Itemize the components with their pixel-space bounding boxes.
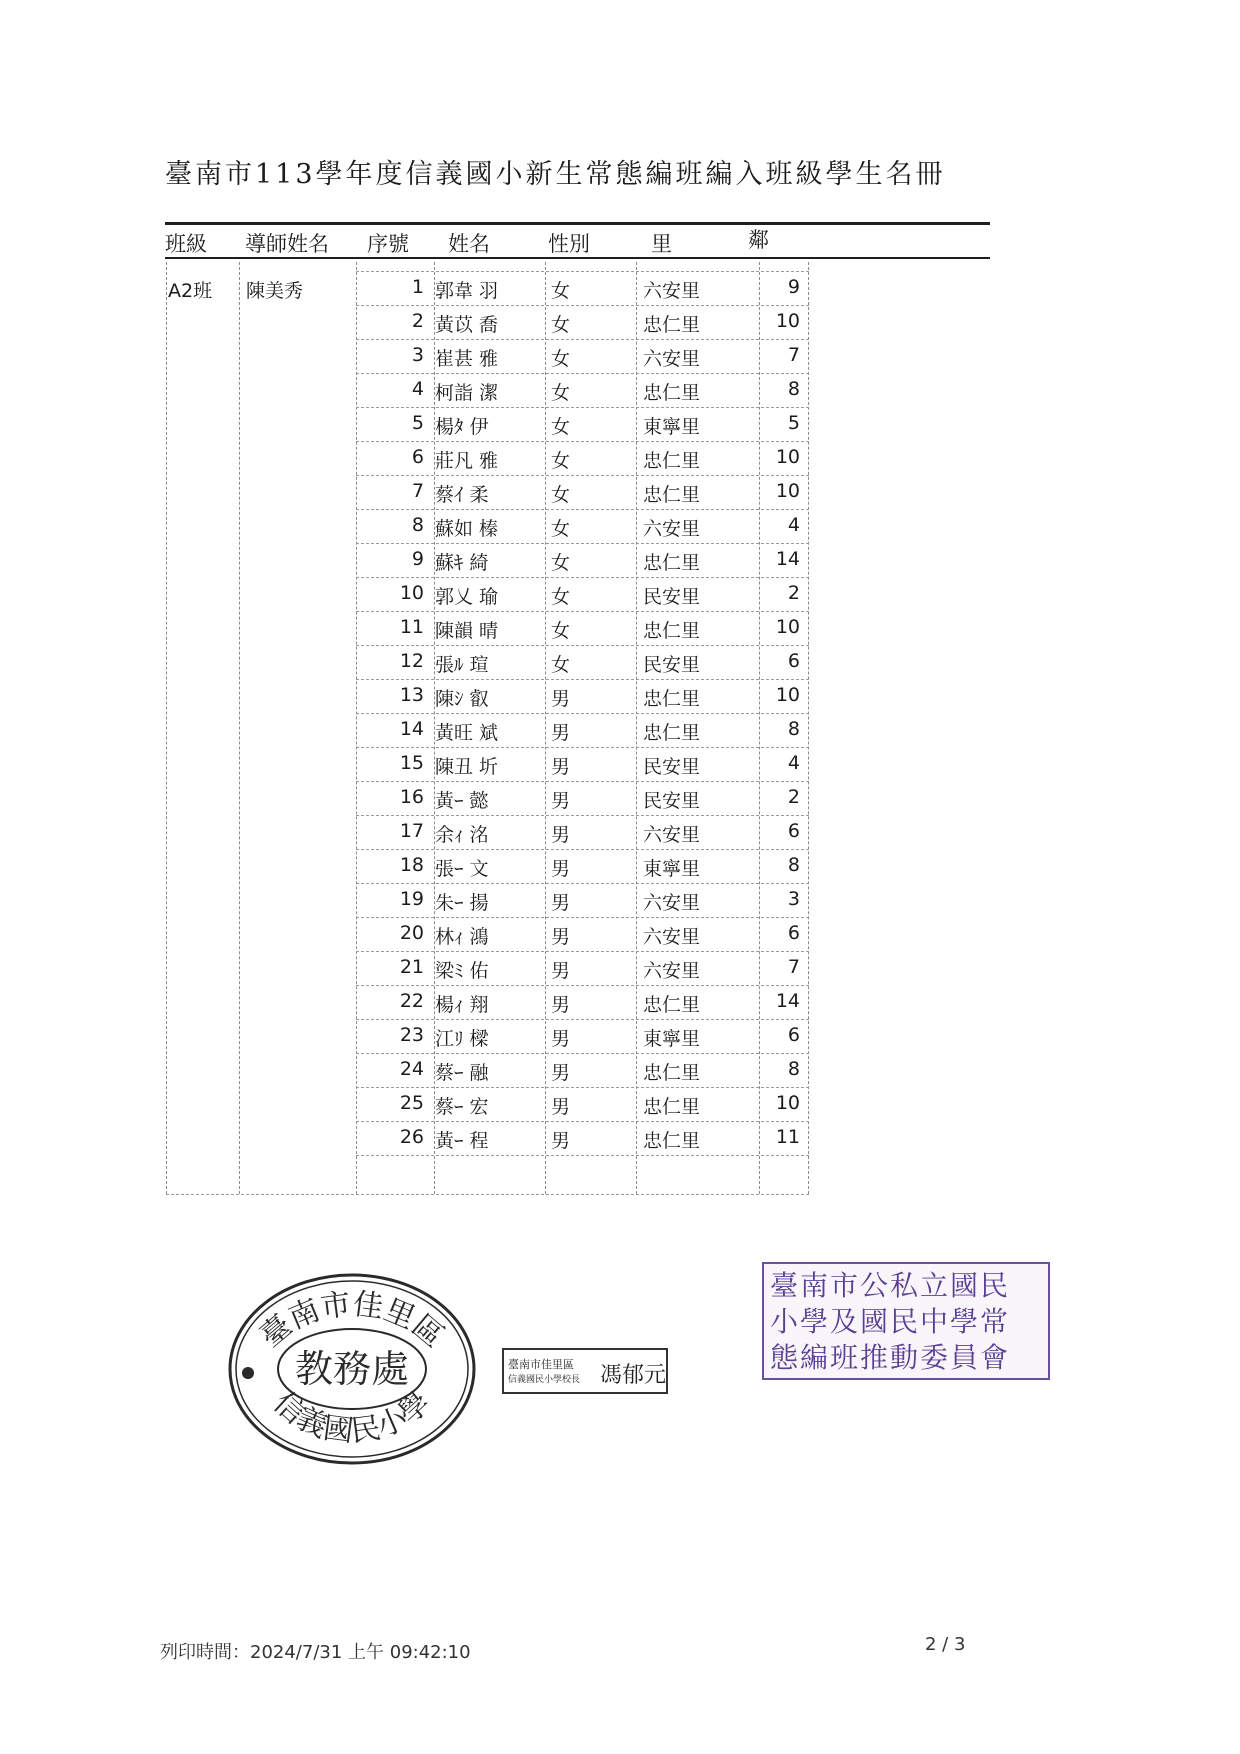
grid-line-after-gender <box>636 262 637 1194</box>
row-gender: 男 <box>551 1028 571 1050</box>
row-neighborhood: 3 <box>787 888 800 910</box>
row-seq: 12 <box>399 650 424 672</box>
row-student-name: 黃旺 斌 <box>435 722 499 744</box>
row-neighborhood: 10 <box>775 684 800 706</box>
row-village: 忠仁里 <box>643 552 701 574</box>
row-seq: 14 <box>399 718 424 740</box>
round-stamp-center-text: 教務處 <box>294 1347 410 1391</box>
row-seq: 20 <box>399 922 424 944</box>
row-seq: 19 <box>399 888 424 910</box>
row-village: 民安里 <box>643 756 701 778</box>
header-village: 里 <box>651 232 672 256</box>
row-neighborhood: 7 <box>787 344 800 366</box>
row-divider <box>356 713 809 714</box>
grid-left-border <box>166 262 167 1194</box>
row-divider <box>356 1053 809 1054</box>
row-seq: 9 <box>411 548 424 570</box>
round-stamp-top-text: 臺南市佳里區 <box>253 1286 451 1355</box>
row-seq: 5 <box>411 412 424 434</box>
row-student-name: 江ﾘ 樑 <box>435 1028 489 1050</box>
row-student-name: 黃ｰ 懿 <box>435 790 489 812</box>
row-student-name: 柯詣 潔 <box>435 382 499 404</box>
row-neighborhood: 6 <box>787 650 800 672</box>
row-village: 忠仁里 <box>643 1062 701 1084</box>
row-divider <box>356 985 809 986</box>
row-village: 六安里 <box>643 280 701 302</box>
row-seq: 24 <box>399 1058 424 1080</box>
teacher-cell: 陳美秀 <box>246 280 304 302</box>
row-neighborhood: 2 <box>787 582 800 604</box>
row-village: 忠仁里 <box>643 688 701 710</box>
row-gender: 女 <box>551 416 571 438</box>
row-seq: 11 <box>399 616 424 638</box>
row-village: 忠仁里 <box>643 722 701 744</box>
row-neighborhood: 6 <box>787 820 800 842</box>
grid-right-border <box>808 262 809 1194</box>
row-student-name: 黃苡 喬 <box>435 314 499 336</box>
row-student-name: 陳ｼ 叡 <box>435 688 489 710</box>
row-gender: 男 <box>551 824 571 846</box>
row-gender: 女 <box>551 586 571 608</box>
row-neighborhood: 5 <box>787 412 800 434</box>
row-neighborhood: 8 <box>787 854 800 876</box>
row-divider <box>356 951 809 952</box>
row-neighborhood: 9 <box>787 276 800 298</box>
row-village: 忠仁里 <box>643 1130 701 1152</box>
row-divider <box>356 373 809 374</box>
header-gender: 性別 <box>548 232 590 256</box>
header-class: 班級 <box>165 232 207 256</box>
row-village: 民安里 <box>643 790 701 812</box>
row-village: 六安里 <box>643 824 701 846</box>
row-neighborhood: 10 <box>775 480 800 502</box>
row-neighborhood: 8 <box>787 718 800 740</box>
row-gender: 男 <box>551 960 571 982</box>
row-gender: 男 <box>551 722 571 744</box>
row-divider <box>356 679 809 680</box>
row-student-name: 蔡ｰ 宏 <box>435 1096 489 1118</box>
header-seq: 序號 <box>367 232 409 256</box>
row-neighborhood: 8 <box>787 1058 800 1080</box>
row-neighborhood: 8 <box>787 378 800 400</box>
plum-blossom-emblem-icon <box>242 1367 254 1379</box>
row-gender: 女 <box>551 552 571 574</box>
row-gender: 男 <box>551 1062 571 1084</box>
page-title: 臺南市113學年度信義國小新生常態編班編入班級學生名冊 <box>165 159 946 190</box>
row-neighborhood: 14 <box>775 990 800 1012</box>
row-seq: 21 <box>399 956 424 978</box>
row-divider <box>356 441 809 442</box>
row-divider <box>356 917 809 918</box>
row-student-name: 蘇如 榛 <box>435 518 499 540</box>
row-student-name: 張ﾙ 瑄 <box>435 654 489 676</box>
row-divider <box>356 645 809 646</box>
row-village: 民安里 <box>643 586 701 608</box>
row-divider <box>356 407 809 408</box>
row-divider <box>356 339 809 340</box>
row-student-name: 陳韻 晴 <box>435 620 499 642</box>
row-village: 忠仁里 <box>643 484 701 506</box>
class-cell: A2班 <box>168 280 213 302</box>
row-neighborhood: 14 <box>775 548 800 570</box>
row-divider <box>356 475 809 476</box>
row-village: 六安里 <box>643 960 701 982</box>
row-gender: 男 <box>551 926 571 948</box>
grid-line-after-name <box>545 262 546 1194</box>
row-village: 東寧里 <box>643 416 701 438</box>
row-divider <box>356 577 809 578</box>
row-gender: 女 <box>551 620 571 642</box>
row-village: 民安里 <box>643 654 701 676</box>
row-divider <box>356 849 809 850</box>
row-neighborhood: 10 <box>775 446 800 468</box>
row-student-name: 黃ｰ 程 <box>435 1130 489 1152</box>
row-student-name: 張ｰ 文 <box>435 858 489 880</box>
row-neighborhood: 4 <box>787 514 800 536</box>
row-seq: 4 <box>411 378 424 400</box>
row-village: 忠仁里 <box>643 1096 701 1118</box>
committee-stamp-line3: 態編班推動委員會 <box>770 1341 1011 1374</box>
row-seq: 2 <box>411 310 424 332</box>
row-gender: 女 <box>551 484 571 506</box>
row-divider <box>356 1087 809 1088</box>
row-seq: 1 <box>411 276 424 298</box>
row-divider <box>356 1121 809 1122</box>
row-divider <box>356 543 809 544</box>
row-village: 忠仁里 <box>643 994 701 1016</box>
row-neighborhood: 10 <box>775 1092 800 1114</box>
row-student-name: 蔡ｲ 柔 <box>435 484 489 506</box>
row-neighborhood: 10 <box>775 310 800 332</box>
row-gender: 女 <box>551 654 571 676</box>
header-neighborhood: 鄰 <box>748 228 769 252</box>
row-village: 六安里 <box>643 518 701 540</box>
row-neighborhood: 6 <box>787 1024 800 1046</box>
row-gender: 男 <box>551 994 571 1016</box>
row-gender: 男 <box>551 790 571 812</box>
row-seq: 3 <box>411 344 424 366</box>
row-seq: 7 <box>411 480 424 502</box>
row-gender: 女 <box>551 450 571 472</box>
row-divider <box>356 747 809 748</box>
row-village: 六安里 <box>643 348 701 370</box>
row-village: 忠仁里 <box>643 314 701 336</box>
row-divider <box>356 1019 809 1020</box>
row-gender: 男 <box>551 892 571 914</box>
row-village: 六安里 <box>643 926 701 948</box>
row-divider <box>356 1155 809 1156</box>
row-student-name: 楊ﾀ 伊 <box>435 416 489 438</box>
grid-line-after-class <box>239 262 240 1194</box>
principal-stamp-name: 馮郁元 <box>600 1363 667 1388</box>
row-village: 東寧里 <box>643 1028 701 1050</box>
grid-bottom-border <box>166 1194 809 1195</box>
header-top-rule <box>165 222 990 225</box>
row-seq: 15 <box>399 752 424 774</box>
principal-stamp <box>502 1348 668 1394</box>
row-gender: 女 <box>551 348 571 370</box>
row-gender: 女 <box>551 280 571 302</box>
row-seq: 26 <box>399 1126 424 1148</box>
row-neighborhood: 10 <box>775 616 800 638</box>
row-student-name: 林ｨ 鴻 <box>435 926 489 948</box>
row-seq: 6 <box>411 446 424 468</box>
committee-stamp <box>762 1262 1050 1380</box>
row-gender: 男 <box>551 1096 571 1118</box>
row-seq: 13 <box>399 684 424 706</box>
row-student-name: 陳丑 圻 <box>435 756 499 778</box>
row-gender: 男 <box>551 858 571 880</box>
row-neighborhood: 7 <box>787 956 800 978</box>
row-village: 東寧里 <box>643 858 701 880</box>
committee-stamp-line2: 小學及國民中學常 <box>770 1305 1011 1338</box>
row-village: 忠仁里 <box>643 620 701 642</box>
row-seq: 16 <box>399 786 424 808</box>
academic-affairs-round-stamp <box>226 1270 478 1468</box>
row-gender: 女 <box>551 518 571 540</box>
row-gender: 男 <box>551 1130 571 1152</box>
header-teacher: 導師姓名 <box>245 232 329 256</box>
row-student-name: 郭韋 羽 <box>435 280 499 302</box>
page-number: 2 / 3 <box>925 1634 966 1655</box>
row-neighborhood: 6 <box>787 922 800 944</box>
row-student-name: 蔡ｰ 融 <box>435 1062 489 1084</box>
row-divider <box>356 883 809 884</box>
row-neighborhood: 2 <box>787 786 800 808</box>
header-name: 姓名 <box>448 232 490 256</box>
row-divider <box>356 781 809 782</box>
row-village: 忠仁里 <box>643 382 701 404</box>
row-student-name: 蘇ｷ 綺 <box>435 552 489 574</box>
row-gender: 女 <box>551 314 571 336</box>
row-seq: 10 <box>399 582 424 604</box>
row-seq: 8 <box>411 514 424 536</box>
row-student-name: 莊凡 雅 <box>435 450 499 472</box>
row-seq: 17 <box>399 820 424 842</box>
row-seq: 25 <box>399 1092 424 1114</box>
row-student-name: 梁ﾐ 佑 <box>435 960 489 982</box>
row-student-name: 朱ｰ 揚 <box>435 892 489 914</box>
row-neighborhood: 4 <box>787 752 800 774</box>
committee-stamp-line1: 臺南市公私立國民 <box>770 1269 1011 1302</box>
row-neighborhood: 11 <box>775 1126 800 1148</box>
principal-stamp-line1: 臺南市佳里區 <box>508 1358 574 1371</box>
row-gender: 男 <box>551 756 571 778</box>
row-seq: 18 <box>399 854 424 876</box>
row-student-name: 楊ｨ 翔 <box>435 994 489 1016</box>
row-divider <box>356 815 809 816</box>
row-student-name: 崔甚 雅 <box>435 348 499 370</box>
row-divider <box>356 509 809 510</box>
row-divider <box>356 271 809 272</box>
row-divider <box>356 611 809 612</box>
print-time: 列印時間：2024/7/31 上午 09:42:10 <box>160 1642 471 1663</box>
row-gender: 女 <box>551 382 571 404</box>
row-student-name: 郭乂 瑜 <box>435 586 499 608</box>
row-divider <box>356 305 809 306</box>
principal-stamp-line2: 信義國民小學校長 <box>508 1375 581 1385</box>
row-gender: 男 <box>551 688 571 710</box>
row-student-name: 余ｨ 洺 <box>435 824 489 846</box>
row-seq: 23 <box>399 1024 424 1046</box>
row-village: 六安里 <box>643 892 701 914</box>
round-stamp-bottom-text: 信義國民小學 <box>266 1385 438 1450</box>
row-village: 忠仁里 <box>643 450 701 472</box>
row-seq: 22 <box>399 990 424 1012</box>
